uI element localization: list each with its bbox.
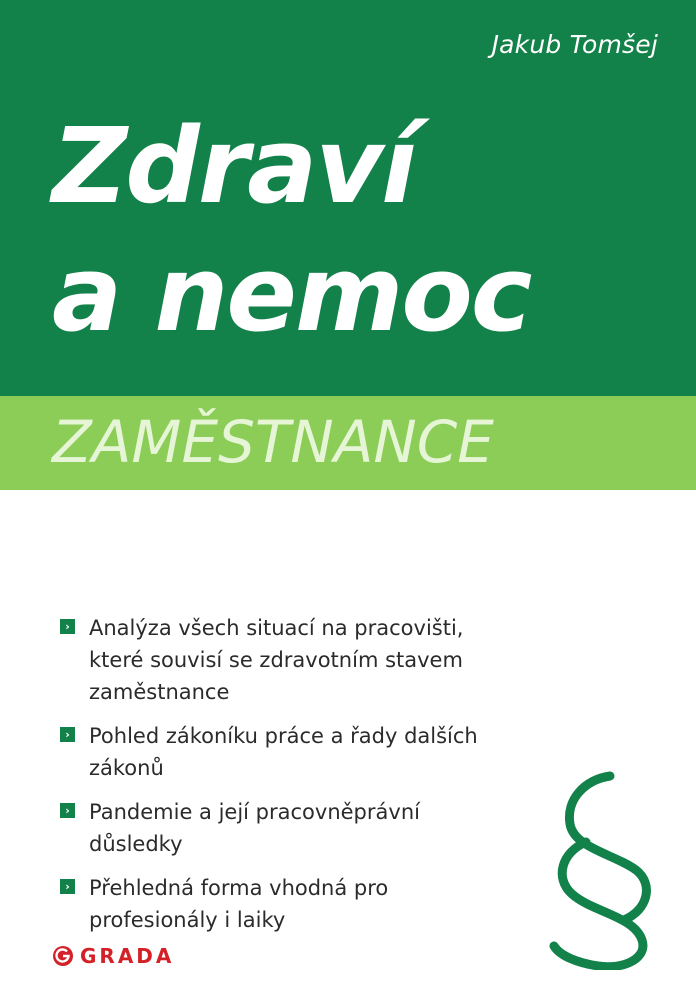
grada-logo-icon bbox=[52, 945, 74, 967]
feature-list bbox=[60, 612, 520, 948]
publisher-name: GRADA bbox=[80, 944, 175, 968]
list-item-text: Pohled zákoníku práce a řady dalších zákonů bbox=[89, 724, 478, 780]
list-item bbox=[60, 720, 520, 784]
section-sign-icon bbox=[548, 770, 658, 970]
chevron-right-icon: › bbox=[60, 879, 75, 894]
list-item-text: Analýza všech situací na pracovišti, které souvisí se zdravotním stavem zaměstnance bbox=[89, 616, 464, 704]
title-line-1: Zdraví bbox=[52, 105, 415, 227]
list-item-text: Pandemie a její pracovněprávní důsledky bbox=[89, 800, 420, 856]
chevron-right-icon: › bbox=[60, 619, 75, 634]
title-line-2: a nemoc bbox=[52, 233, 531, 355]
list-item bbox=[60, 796, 520, 860]
list-item bbox=[60, 612, 520, 708]
author-name: Jakub Tomšej bbox=[491, 30, 658, 59]
list-item bbox=[60, 872, 520, 936]
book-title bbox=[52, 102, 530, 358]
list-item-text: Přehledná forma vhodná pro profesionály i laiky bbox=[89, 876, 389, 932]
chevron-right-icon: › bbox=[60, 803, 75, 818]
chevron-right-icon: › bbox=[60, 727, 75, 742]
book-subtitle: ZAMĚSTNANCE bbox=[52, 408, 494, 476]
